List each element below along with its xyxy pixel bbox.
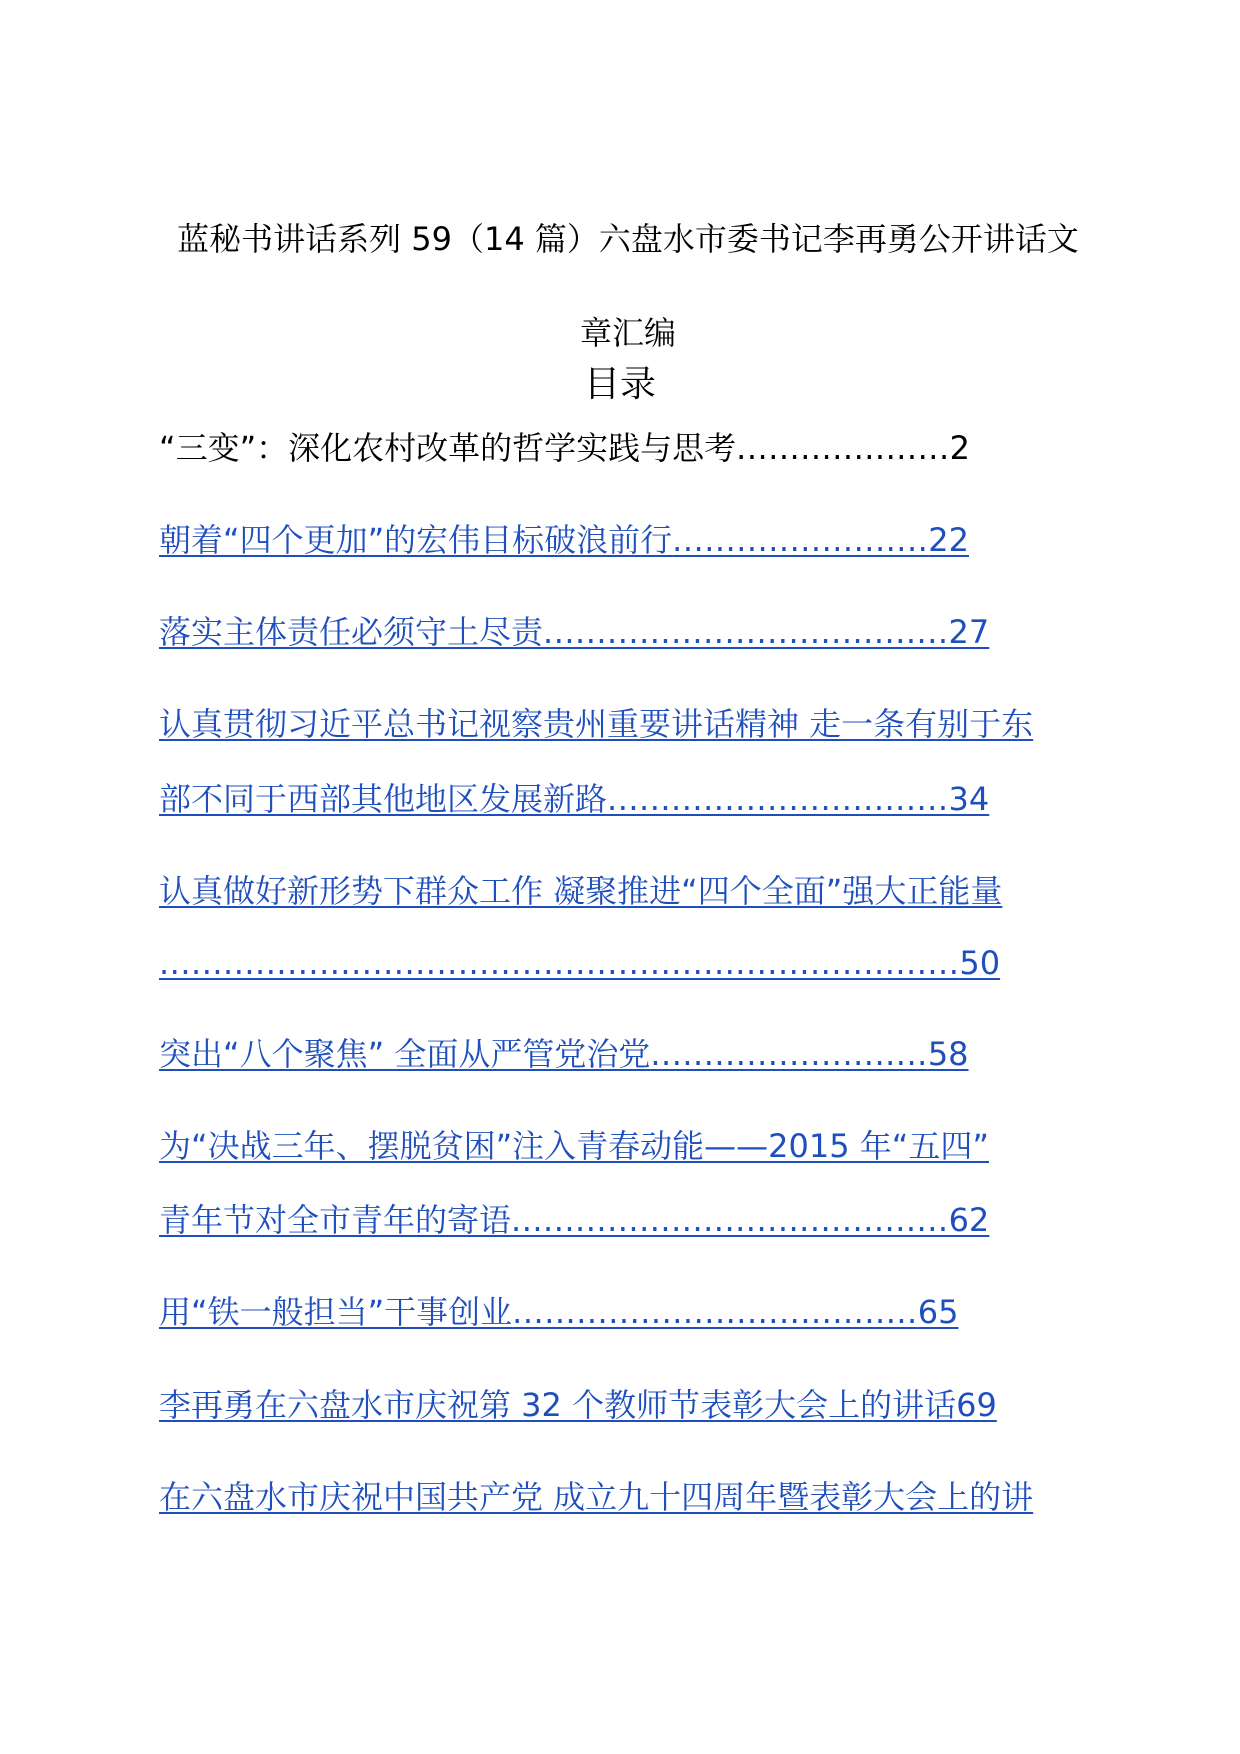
toc-page-number: 22 xyxy=(928,521,970,559)
toc-page-number: 50 xyxy=(959,944,1001,982)
toc-page-number: 65 xyxy=(917,1293,959,1331)
toc-page-number: 27 xyxy=(948,613,990,651)
toc-leader-dots: ........................................................................... xyxy=(159,944,960,982)
toc-entry-title: 落实主体责任必须守土尽责 xyxy=(159,613,544,651)
toc-link[interactable] xyxy=(159,1035,1099,1073)
toc-leader-dots: ................................ xyxy=(607,780,949,818)
toc-leader-dots: .................... xyxy=(736,429,950,467)
toc-entry-title: 部不同于西部其他地区发展新路 xyxy=(159,780,608,818)
toc-entry-title: 认真贯彻习近平总书记视察贵州重要讲话精神 走一条有别于东 xyxy=(159,705,1034,743)
document-title-line1: 蓝秘书讲话系列 59（14 篇）六盘水市委书记李再勇公开讲话文 xyxy=(177,220,1079,258)
toc-entry-title: 用“铁一般担当”干事创业 xyxy=(159,1293,513,1331)
toc-link[interactable] xyxy=(159,1293,1099,1331)
toc-entry-title: 认真做好新形势下群众工作 凝聚推进“四个全面”强大正能量 xyxy=(159,872,1003,910)
toc-entry-title: 朝着“四个更加”的宏伟目标破浪前行 xyxy=(159,521,673,559)
toc-link[interactable] xyxy=(159,705,1099,743)
toc-entry xyxy=(159,429,1099,467)
toc-heading: 目录 xyxy=(583,364,656,405)
toc-entry-title: 青年节对全市青年的寄语 xyxy=(159,1201,512,1239)
toc-link[interactable] xyxy=(159,872,1099,910)
document-title xyxy=(158,192,1098,380)
toc-entry-title: 为“决战三年、摆脱贫困”注入青春动能——2015 年“五四” xyxy=(159,1127,989,1165)
toc-link[interactable] xyxy=(159,780,1099,818)
toc-leader-dots: ...................................... xyxy=(543,613,949,651)
toc-leader-dots: ......................................... xyxy=(511,1201,949,1239)
document-title-line2: 章汇编 xyxy=(579,314,676,352)
toc-link[interactable] xyxy=(159,613,1099,651)
toc-page-number: 69 xyxy=(956,1386,997,1424)
toc-link[interactable] xyxy=(159,1127,1099,1165)
toc-entry-title: “三变”：深化农村改革的哲学实践与思考 xyxy=(159,429,737,467)
toc-entry-title: 李再勇在六盘水市庆祝第 32 个教师节表彰大会上的讲话 xyxy=(159,1386,957,1424)
toc-page-number: 58 xyxy=(927,1035,969,1073)
toc-link[interactable] xyxy=(159,944,1099,982)
toc-link[interactable] xyxy=(159,1478,1099,1516)
toc-link[interactable] xyxy=(159,1201,1099,1239)
toc-leader-dots: .......................... xyxy=(650,1035,928,1073)
toc-link[interactable] xyxy=(159,1386,1099,1424)
toc-page-number: 2 xyxy=(949,429,970,467)
toc-leader-dots: ...................................... xyxy=(512,1293,918,1331)
toc-entry-title: 突出“八个聚焦” 全面从严管党治党 xyxy=(159,1035,651,1073)
toc-entry-title: 在六盘水市庆祝中国共产党 成立九十四周年暨表彰大会上的讲 xyxy=(159,1478,1034,1516)
toc-leader-dots: ........................ xyxy=(672,521,929,559)
toc-page-number: 62 xyxy=(948,1201,990,1239)
toc-link[interactable] xyxy=(159,521,1099,559)
toc-page-number: 34 xyxy=(948,780,990,818)
